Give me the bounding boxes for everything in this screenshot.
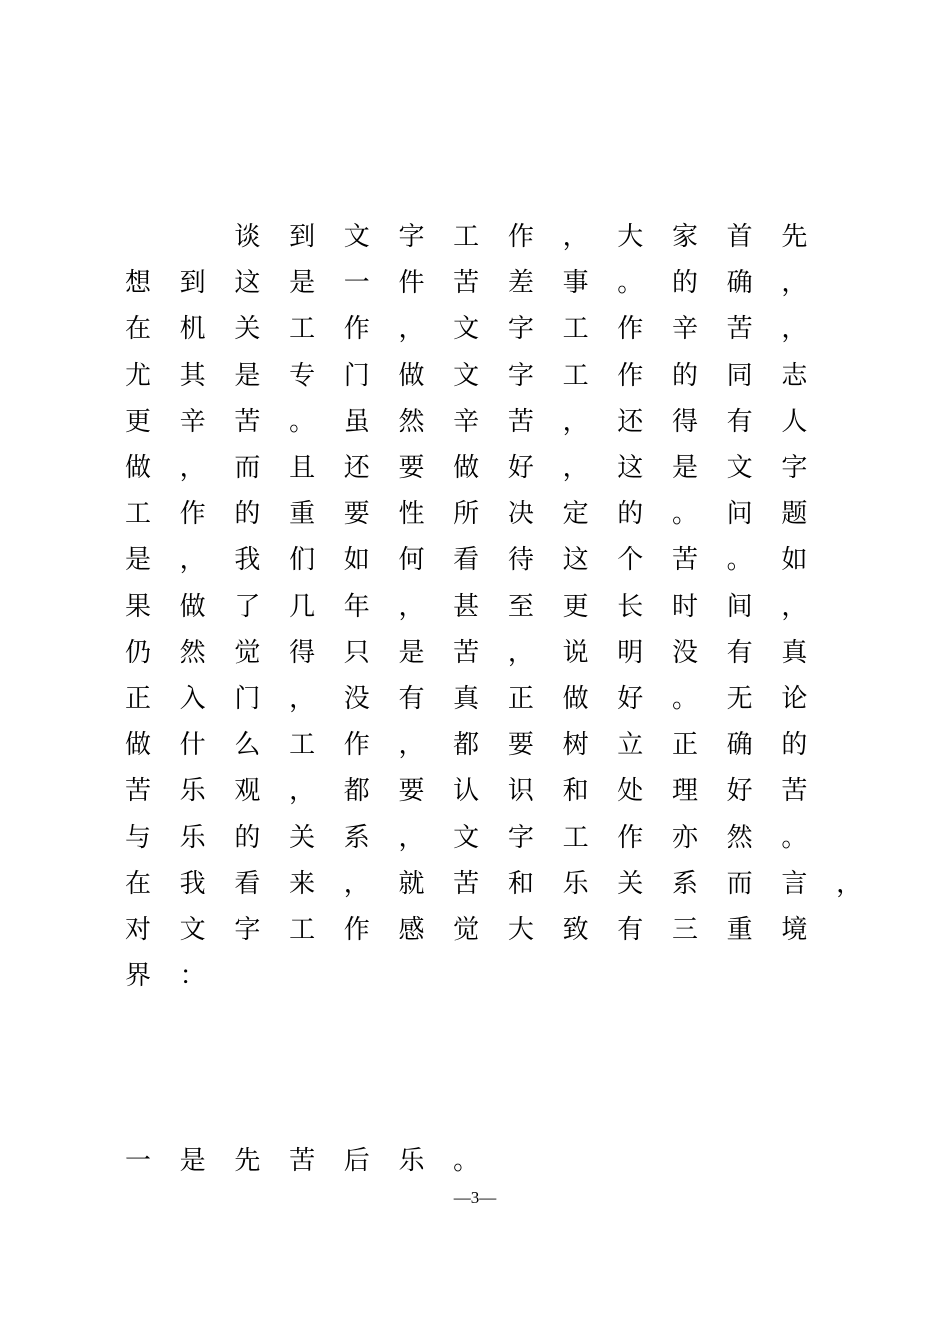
character: 在	[124, 868, 151, 899]
character: 作	[343, 915, 370, 945]
character: ，	[179, 545, 206, 576]
character: 来	[289, 868, 316, 899]
character: ，	[562, 222, 589, 252]
character: 一	[124, 1146, 151, 1176]
character: 识	[507, 776, 534, 807]
character: 境	[781, 915, 808, 945]
character: 亦	[671, 822, 698, 853]
character: 差	[507, 268, 534, 299]
character: 乐	[562, 868, 589, 899]
character: 好	[617, 684, 644, 714]
character: 理	[671, 776, 698, 807]
character: 工	[562, 314, 589, 345]
character: 看	[234, 868, 261, 899]
character: 苦	[781, 776, 808, 807]
character: 到	[289, 222, 316, 252]
character: 没	[343, 684, 370, 714]
character: 做	[179, 591, 206, 622]
character: 做	[124, 453, 151, 483]
character: 的	[617, 499, 644, 530]
character: ，	[398, 822, 425, 853]
character: 虽	[343, 406, 370, 437]
character: 性	[398, 499, 425, 530]
character: 得	[671, 406, 698, 437]
character: 论	[781, 684, 808, 714]
character: 处	[617, 776, 644, 807]
character: 家	[671, 222, 698, 252]
character: 作	[617, 822, 644, 853]
character: 重	[726, 915, 753, 945]
character: 这	[562, 545, 589, 576]
character: 文	[726, 453, 753, 483]
character: 想	[124, 268, 151, 299]
character: ，	[398, 314, 425, 345]
character: 而	[234, 453, 261, 483]
character: 说	[562, 637, 589, 668]
character: 都	[453, 730, 480, 761]
character: 么	[234, 730, 261, 761]
character: 间	[726, 591, 753, 622]
character: 然	[398, 406, 425, 437]
character: 字	[507, 822, 534, 853]
character: 们	[289, 545, 316, 576]
character: 辛	[453, 406, 480, 437]
character: 工	[562, 822, 589, 853]
character: 。	[617, 268, 644, 299]
character: 工	[289, 314, 316, 345]
character: ，	[562, 406, 589, 437]
character: 件	[398, 268, 425, 299]
character: 志	[781, 360, 808, 391]
character: ，	[343, 868, 370, 899]
character: 一	[343, 268, 370, 299]
character: 界	[124, 961, 151, 992]
character: ，	[781, 268, 808, 299]
character: 作	[617, 314, 644, 345]
character: 做	[453, 453, 480, 483]
character: 其	[179, 360, 206, 391]
character: 感	[398, 915, 425, 945]
character: ，	[179, 453, 206, 483]
character: 所	[453, 499, 480, 530]
character: 工	[124, 499, 151, 530]
character: 无	[726, 684, 753, 714]
character: 没	[671, 637, 698, 668]
character: 苦	[453, 868, 480, 899]
character: 字	[507, 314, 534, 345]
character: 长	[617, 591, 644, 622]
character: 关	[234, 314, 261, 345]
character: 作	[343, 730, 370, 761]
character: 同	[726, 360, 753, 391]
character: 真	[453, 684, 480, 714]
character: 在	[124, 314, 151, 345]
character: 是	[234, 360, 261, 391]
character: 正	[671, 730, 698, 761]
character: 几	[289, 591, 316, 622]
character: 果	[124, 591, 151, 622]
character: 还	[343, 453, 370, 483]
character: 字	[234, 915, 261, 945]
character: 和	[507, 868, 534, 899]
character: 是	[671, 453, 698, 483]
character: 苦	[726, 314, 753, 345]
character: ，	[562, 453, 589, 483]
character: 好	[726, 776, 753, 807]
character: 且	[289, 453, 316, 483]
character: 定	[562, 499, 589, 530]
character: ，	[836, 868, 863, 899]
character: 确	[726, 268, 753, 299]
character: 对	[124, 915, 151, 945]
character: 后	[343, 1146, 370, 1176]
character: ，	[289, 776, 316, 807]
character: 了	[234, 591, 261, 622]
character: 立	[617, 730, 644, 761]
character: 字	[781, 453, 808, 483]
character: 仍	[124, 637, 151, 668]
character: 工	[289, 915, 316, 945]
character: 更	[124, 406, 151, 437]
character: 到	[179, 268, 206, 299]
character: 苦	[507, 406, 534, 437]
character: 字	[507, 360, 534, 391]
character: 。	[726, 545, 753, 576]
character: 先	[781, 222, 808, 252]
character: 乐	[179, 822, 206, 853]
character: 首	[726, 222, 753, 252]
character: 只	[343, 637, 370, 668]
character: 问	[726, 499, 753, 530]
character: 关	[289, 822, 316, 853]
character: 正	[124, 684, 151, 714]
character: 乐	[398, 1146, 425, 1176]
character: 苦	[453, 268, 480, 299]
character: 觉	[453, 915, 480, 945]
character: 什	[179, 730, 206, 761]
character: 这	[617, 453, 644, 483]
character: 入	[179, 684, 206, 714]
character: 待	[507, 545, 534, 576]
character: 真	[781, 637, 808, 668]
character: 决	[507, 499, 534, 530]
character: 机	[179, 314, 206, 345]
character: 苦	[671, 545, 698, 576]
character: 还	[617, 406, 644, 437]
character: 和	[562, 776, 589, 807]
character: 。	[289, 406, 316, 437]
character: 先	[234, 1146, 261, 1176]
character: 。	[453, 1146, 480, 1176]
character: 的	[671, 360, 698, 391]
character: 关	[617, 868, 644, 899]
character: 有	[726, 406, 753, 437]
character: 题	[781, 499, 808, 530]
character: ，	[289, 684, 316, 714]
character: 大	[617, 222, 644, 252]
character: 苦	[124, 776, 151, 807]
character: 看	[453, 545, 480, 576]
character: 人	[781, 406, 808, 437]
character: 如	[781, 545, 808, 576]
character: 工	[289, 730, 316, 761]
character: 做	[562, 684, 589, 714]
character: 这	[234, 268, 261, 299]
character: 做	[398, 360, 425, 391]
character: 有	[398, 684, 425, 714]
character: 乐	[179, 776, 206, 807]
character: 文	[179, 915, 206, 945]
character: 言	[781, 868, 808, 899]
character: 的	[671, 268, 698, 299]
character: 得	[289, 637, 316, 668]
character: 好	[507, 453, 534, 483]
character: 作	[507, 222, 534, 252]
character: 苦	[453, 637, 480, 668]
character: 是	[124, 545, 151, 576]
character: 事	[562, 268, 589, 299]
character: 与	[124, 822, 151, 853]
character: 是	[289, 268, 316, 299]
character: ：	[179, 961, 206, 992]
character: 要	[343, 499, 370, 530]
character: 何	[398, 545, 425, 576]
character: 要	[398, 776, 425, 807]
character: 明	[617, 637, 644, 668]
character: 文	[453, 822, 480, 853]
character: 然	[726, 822, 753, 853]
character: 重	[289, 499, 316, 530]
character: 工	[453, 222, 480, 252]
character: 有	[617, 915, 644, 945]
character: 系	[343, 822, 370, 853]
character: 时	[671, 591, 698, 622]
character: ，	[398, 591, 425, 622]
character: 门	[234, 684, 261, 714]
character: 辛	[179, 406, 206, 437]
character: 正	[507, 684, 534, 714]
character: 做	[124, 730, 151, 761]
character: 字	[398, 222, 425, 252]
character: 观	[234, 776, 261, 807]
character: 专	[289, 360, 316, 391]
character: 而	[726, 868, 753, 899]
character: 辛	[671, 314, 698, 345]
character: 作	[343, 314, 370, 345]
character: 致	[562, 915, 589, 945]
character: 谈	[234, 222, 261, 252]
character: 个	[617, 545, 644, 576]
character: 甚	[453, 591, 480, 622]
character: 更	[562, 591, 589, 622]
character: 我	[234, 545, 261, 576]
character: 作	[617, 360, 644, 391]
character: 要	[507, 730, 534, 761]
character: 门	[343, 360, 370, 391]
character: 作	[179, 499, 206, 530]
character: 就	[398, 868, 425, 899]
character: 工	[562, 360, 589, 391]
character: 苦	[289, 1146, 316, 1176]
character: ，	[507, 637, 534, 668]
character: 有	[726, 637, 753, 668]
character: 是	[398, 637, 425, 668]
character: 尤	[124, 360, 151, 391]
character: 确	[726, 730, 753, 761]
character: ，	[781, 591, 808, 622]
character: 如	[343, 545, 370, 576]
character: 苦	[234, 406, 261, 437]
character: 觉	[234, 637, 261, 668]
page-number: —3—	[453, 1188, 497, 1207]
character: ，	[398, 730, 425, 761]
character: 。	[781, 822, 808, 853]
character: 。	[671, 684, 698, 714]
character: 文	[453, 360, 480, 391]
character: 都	[343, 776, 370, 807]
character: 的	[234, 822, 261, 853]
character: 。	[671, 499, 698, 530]
character: 年	[343, 591, 370, 622]
character: 然	[179, 637, 206, 668]
character: 是	[179, 1146, 206, 1176]
character: 至	[507, 591, 534, 622]
character: 要	[398, 453, 425, 483]
character: 树	[562, 730, 589, 761]
character: ，	[781, 314, 808, 345]
character: 系	[671, 868, 698, 899]
character: 认	[453, 776, 480, 807]
character: 我	[179, 868, 206, 899]
character: 的	[781, 730, 808, 761]
character: 文	[343, 222, 370, 252]
character: 三	[671, 915, 698, 945]
character: 的	[234, 499, 261, 530]
character: 文	[453, 314, 480, 345]
character: 大	[507, 915, 534, 945]
